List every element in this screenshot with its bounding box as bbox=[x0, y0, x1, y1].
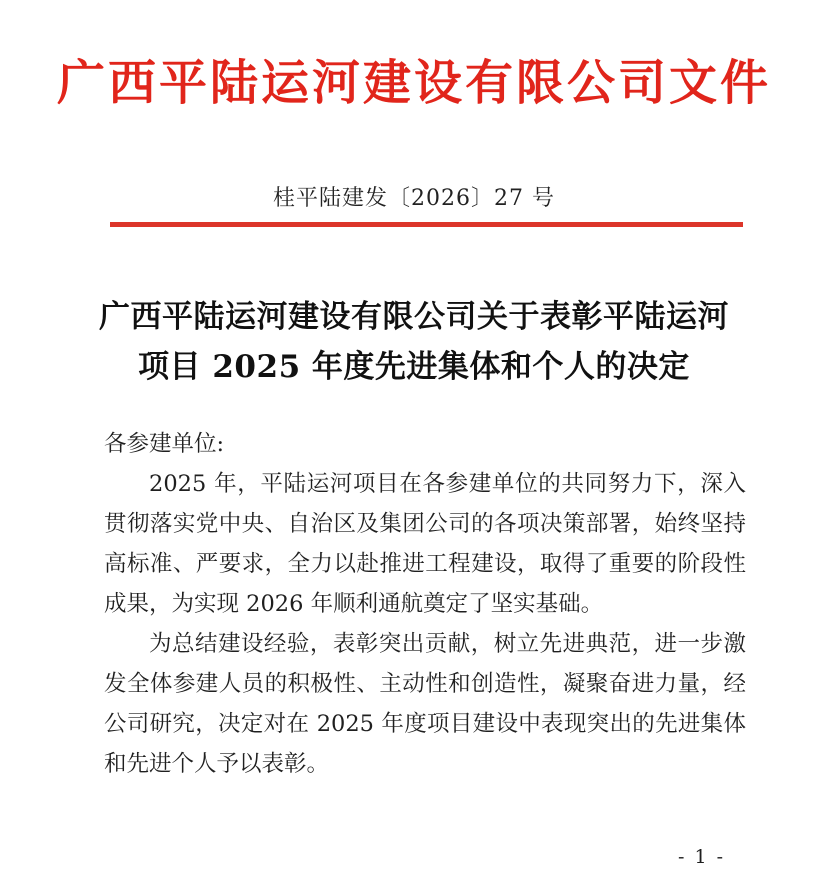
body-paragraph-1: 2025 年，平陆运河项目在各参建单位的共同努力下，深入贯彻落实党中央、自治区及集团公司的各项决策部署，始终坚持高标准、严要求，全力以赴推进工程建设，取得了重要的阶段性成果，为实现 2026 年顺利通航奠定了坚实基础。 bbox=[104, 471, 746, 617]
body-paragraph-2: 为总结建设经验，表彰突出贡献，树立先进典范，进一步激发全体参建人员的积极性、主动性和创造性，凝聚奋进力量，经公司研究，决定对在 2025 年度项目建设中表现突出的先进集体和先进个人予以表彰。 bbox=[104, 631, 746, 777]
document-number: 桂平陆建发〔2026〕27 号 bbox=[273, 186, 555, 211]
document-header-title: 广西平陆运河建设有限公司文件 bbox=[56, 55, 771, 111]
document-title bbox=[0, 292, 828, 392]
page-number: - 1 - bbox=[677, 846, 725, 868]
document-body bbox=[104, 424, 746, 784]
document-title-line2: 项目 2025 年度先进集体和个人的决定 bbox=[138, 349, 690, 385]
document-title-line1: 广西平陆运河建设有限公司关于表彰平陆运河 bbox=[99, 299, 729, 335]
red-divider-line bbox=[110, 222, 743, 227]
salutation: 各参建单位: bbox=[104, 431, 225, 457]
